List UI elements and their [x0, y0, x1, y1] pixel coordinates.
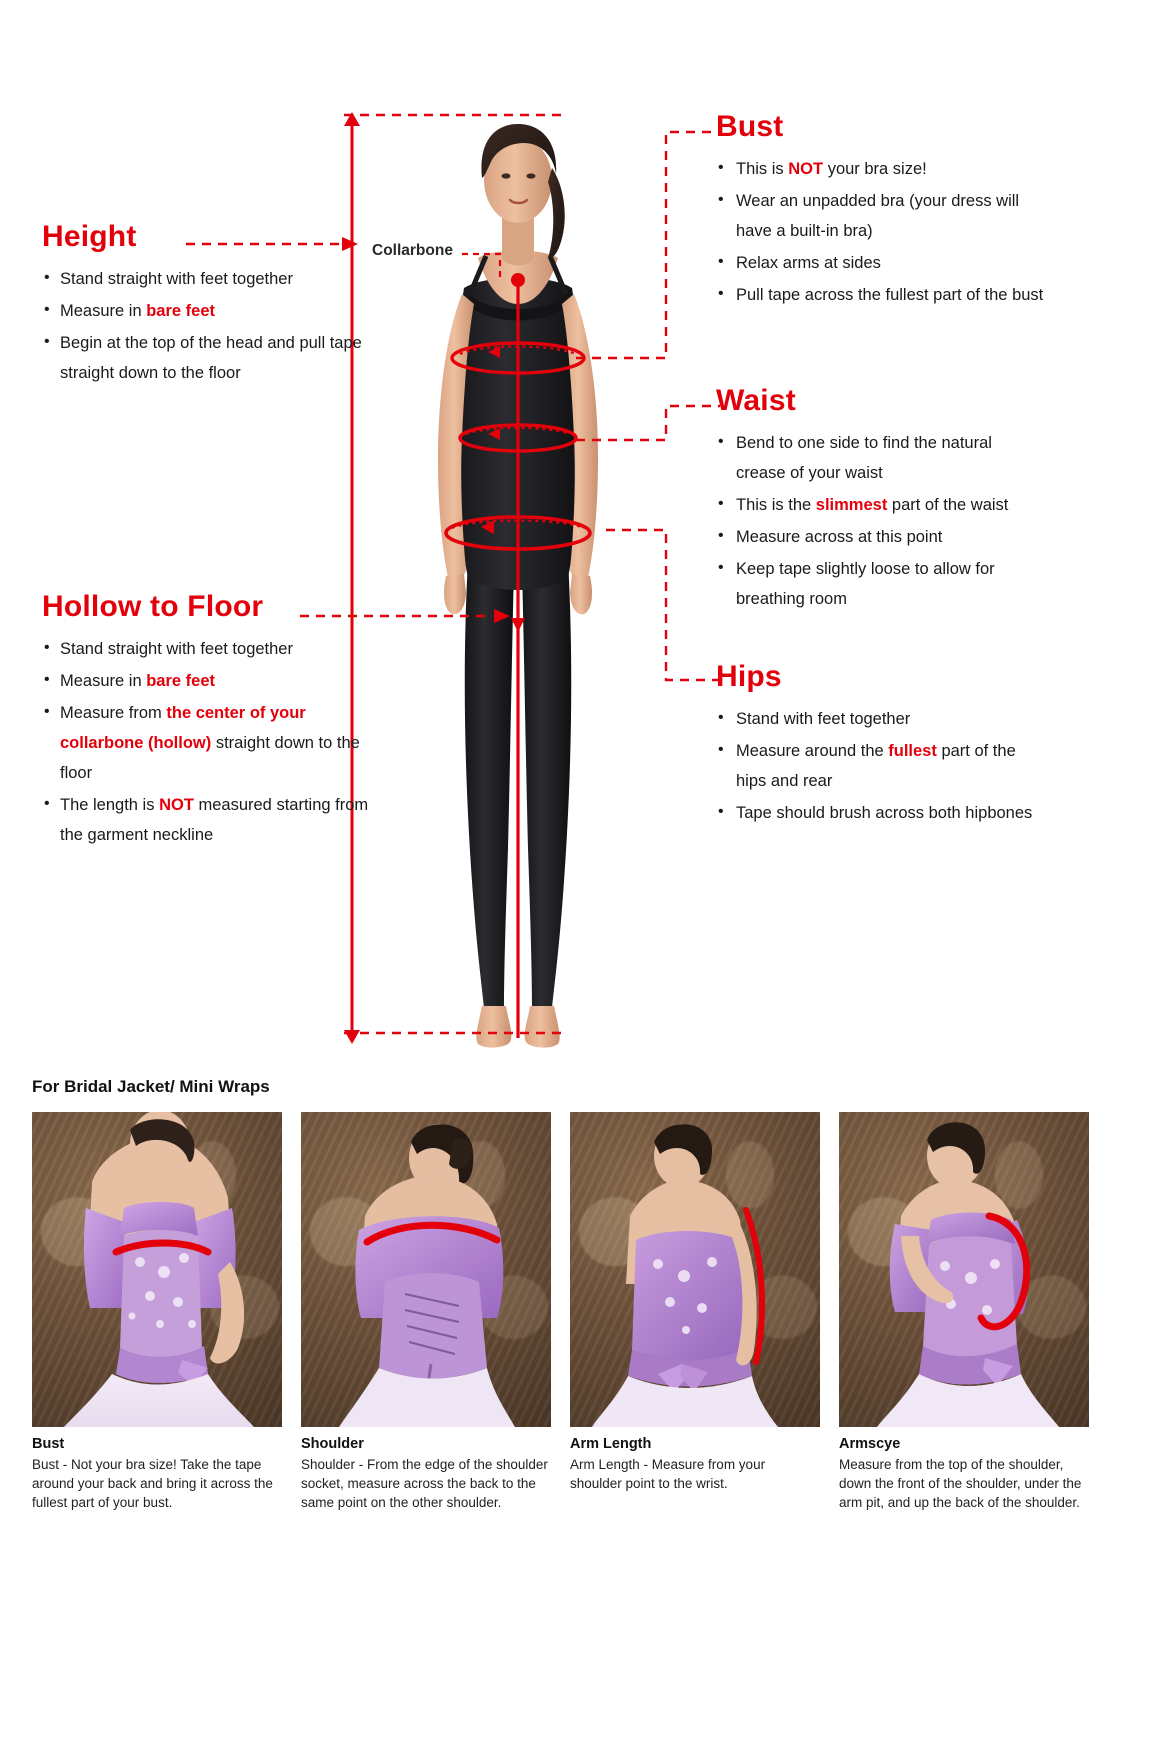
bullet-text: Stand with feet together — [736, 710, 911, 728]
bullet-list-hips — [716, 704, 1046, 828]
waist-connector — [570, 396, 720, 452]
section-title-waist: Waist — [716, 384, 796, 417]
bullet-item — [716, 704, 1046, 734]
bullet-text: Relax arms at sides — [736, 254, 881, 272]
gallery-title: For Bridal Jacket/ Mini Wraps — [32, 1077, 270, 1096]
gallery-card-arm-length — [570, 1112, 820, 1512]
emphasis-text: NOT — [159, 796, 194, 814]
bullet-text: measured starting from the garment neckline — [60, 796, 369, 844]
photo-armscye — [839, 1112, 1089, 1427]
bust-connector — [570, 120, 720, 370]
bullet-item — [716, 428, 1046, 488]
bullet-text: Measure from — [60, 704, 167, 722]
bullet-item — [42, 698, 382, 788]
jacket-gallery — [32, 1112, 1136, 1512]
emphasis-text: fullest — [888, 742, 937, 760]
bullet-text: part of the waist — [887, 496, 1009, 514]
bullet-item — [42, 264, 372, 294]
bullet-text: Tape should brush across both hipbones — [736, 804, 1033, 822]
bullet-list-bust — [716, 154, 1046, 310]
card-title-shoulder: Shoulder — [301, 1436, 364, 1452]
bullet-text: This is — [736, 160, 789, 178]
bullet-text: straight down to the floor — [60, 734, 360, 782]
emphasis-text: the center of your collarbone (hollow) — [60, 704, 306, 752]
section-height — [42, 222, 372, 390]
photo-arm-length — [570, 1112, 820, 1427]
section-title-hips: Hips — [716, 660, 782, 693]
gallery-card-bust — [32, 1112, 282, 1512]
section-hollow-to-floor — [42, 592, 382, 852]
section-waist — [716, 386, 1046, 616]
section-title-hollow-to-floor: Hollow to Floor — [42, 590, 264, 623]
bullet-text: Pull tape across the fullest part of the bust — [736, 286, 1044, 304]
emphasis-text: bare feet — [146, 672, 215, 690]
gallery-card-armscye — [839, 1112, 1089, 1512]
bullet-item — [716, 736, 1046, 796]
bullet-text: Stand straight with feet together — [60, 640, 293, 658]
floor-guide — [340, 1026, 570, 1040]
photo-shoulder — [301, 1112, 551, 1427]
gallery-card-shoulder — [301, 1112, 551, 1512]
card-caption-armscye: Measure from the top of the shoulder, down the front of the shoulder, under the arm pit, and up the back of the shoulder. — [839, 1457, 1082, 1510]
section-bust — [716, 112, 1046, 312]
hips-connector — [600, 520, 720, 690]
bullet-text: Keep tape slightly loose to allow for breathing room — [736, 560, 995, 608]
bullet-text: Bend to one side to find the natural crease of your waist — [736, 434, 992, 482]
bullet-item — [42, 296, 372, 326]
bullet-item — [716, 490, 1046, 520]
bullet-item — [716, 554, 1046, 614]
bullet-text: The length is — [60, 796, 160, 814]
bullet-item — [716, 280, 1046, 310]
bullet-text: Stand straight with feet together — [60, 270, 293, 288]
collarbone-label: Collarbone — [372, 242, 453, 259]
section-title-height: Height — [42, 220, 137, 253]
bullet-item — [716, 248, 1046, 278]
collarbone-connector — [460, 248, 530, 284]
emphasis-text: NOT — [788, 160, 824, 178]
bullet-item — [42, 634, 382, 664]
card-title-bust: Bust — [32, 1436, 65, 1452]
bullet-text: Measure in — [60, 302, 147, 320]
emphasis-text: bare feet — [146, 302, 215, 320]
bullet-text: Wear an unpadded bra (your dress will have a built-in bra) — [736, 192, 1020, 240]
card-title-armscye: Armscye — [839, 1436, 901, 1452]
card-caption-shoulder: Shoulder - From the edge of the shoulder socket, measure across the back to the same point on the other shoulder. — [301, 1457, 548, 1510]
section-hips — [716, 662, 1046, 830]
bullet-list-waist — [716, 428, 1046, 614]
bullet-text: Measure across at this point — [736, 528, 943, 546]
bullet-text: your bra size! — [823, 160, 927, 178]
bullet-text: part of the hips and rear — [736, 742, 1016, 790]
card-caption-bust: Bust - Not your bra size! Take the tape around your back and bring it across the fullest part of your bust. — [32, 1457, 273, 1510]
bullet-list-height — [42, 264, 372, 388]
bullet-text: Measure around the — [736, 742, 889, 760]
bullet-text: Begin at the top of the head and pull tape straight down to the floor — [60, 334, 362, 382]
bullet-list-hollow-to-floor — [42, 634, 382, 850]
bullet-item — [42, 328, 372, 388]
emphasis-text: slimmest — [815, 496, 888, 514]
bullet-item — [716, 186, 1046, 246]
card-title-arm-length: Arm Length — [570, 1436, 652, 1452]
bullet-item — [42, 790, 382, 850]
section-title-bust: Bust — [716, 110, 784, 143]
head-top-guide — [340, 108, 570, 122]
bullet-item — [716, 154, 1046, 184]
card-caption-arm-length: Arm Length - Measure from your shoulder point to the wrist. — [570, 1457, 766, 1491]
bullet-item — [716, 798, 1046, 828]
photo-bust — [32, 1112, 282, 1427]
bullet-text: This is the — [736, 496, 816, 514]
bullet-item — [716, 522, 1046, 552]
bullet-text: Measure in — [60, 672, 147, 690]
bullet-item — [42, 666, 382, 696]
